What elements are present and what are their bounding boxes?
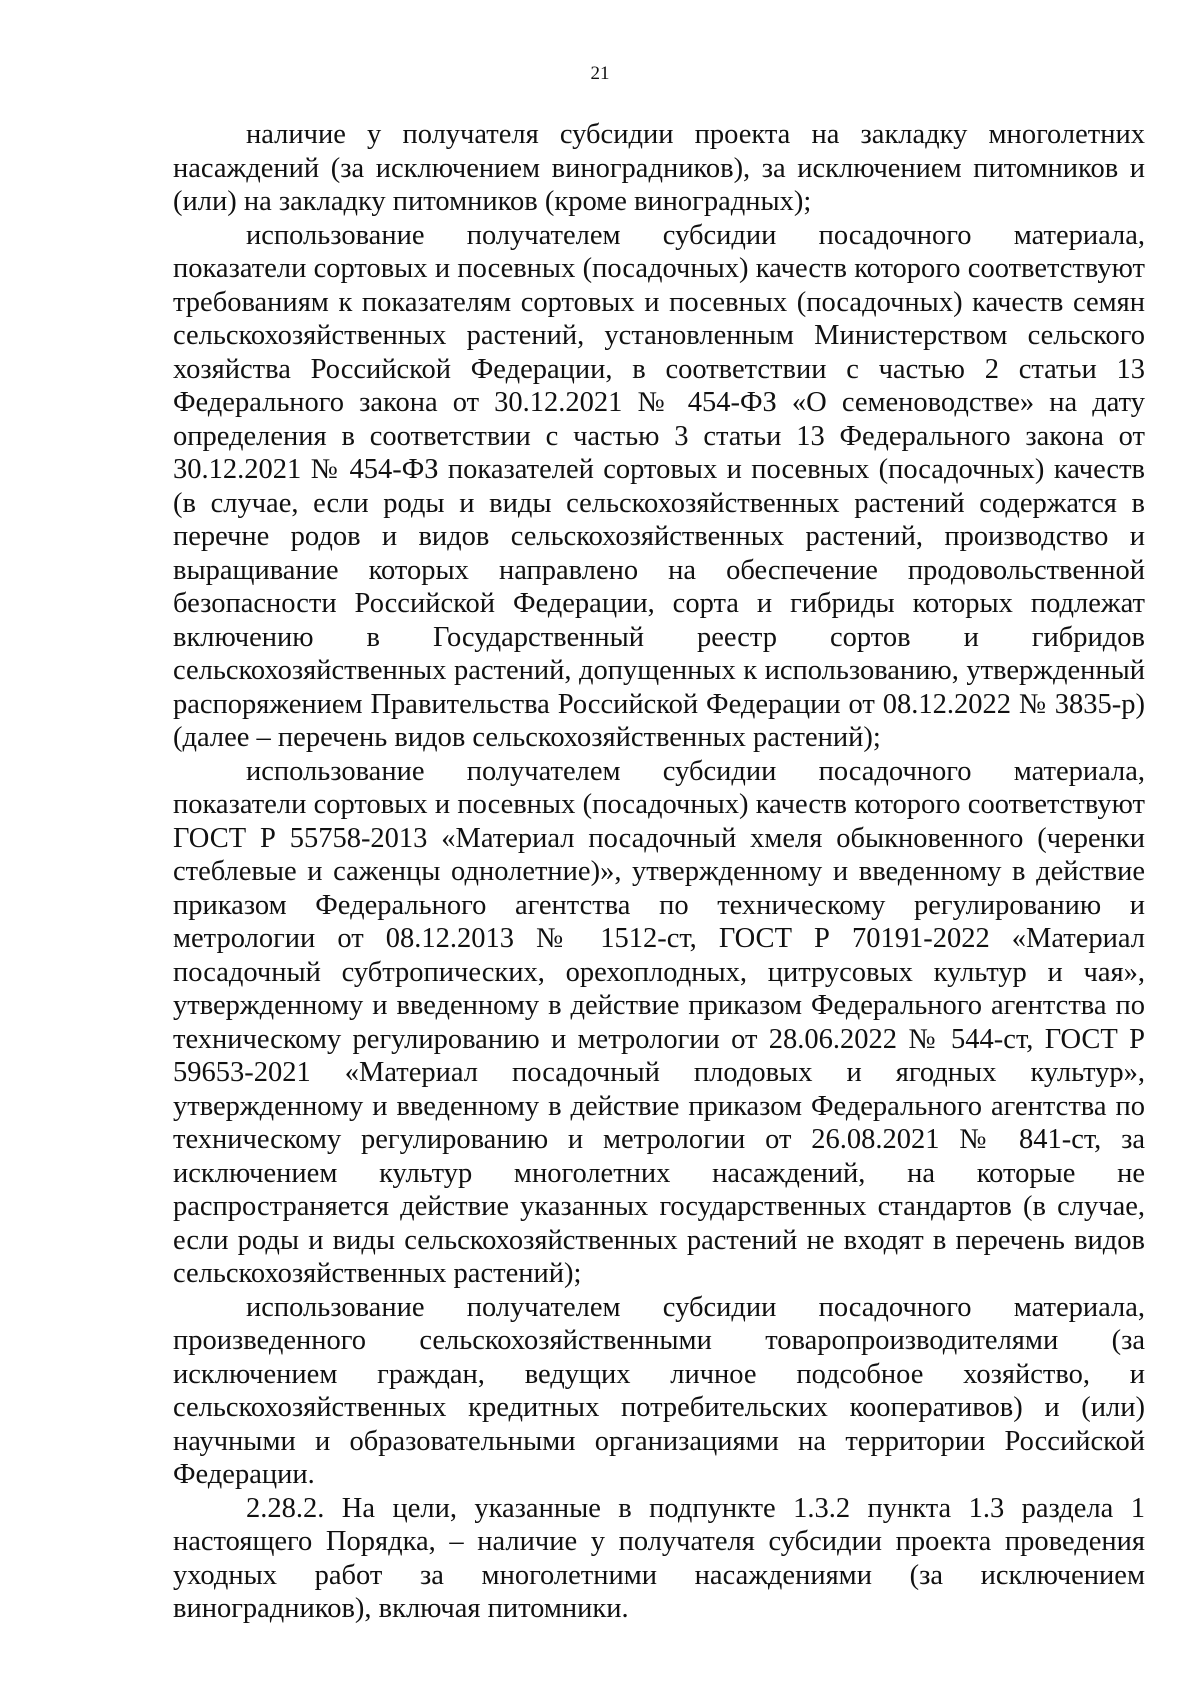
- paragraph-domestic-planting-material: использование получателем субсидии посадочного материала, произведенного сельскохозяйственными товаропроизводителями (за исключением граждан, ведущих личное подсобное хозяйство, и сельскохозяйственных кредитных потребительских кооперативов) и (или) научными и образовательными организациями на территории Российской Федерации.: [173, 1291, 1145, 1490]
- paragraph-seed-quality-requirements: использование получателем субсидии посадочного материала, показатели сортовых и посевных (посадочных) качеств которого соответствуют требованиям к показателям сортовых и посевных (посадочных) качеств семян сельскохозяйственных растений, установленным Министерством сельского хозяйства Российской Федерации, в соответствии с частью 2 статьи 13 Федерального закона от 30.12.2021 № 454-ФЗ «О семеноводстве» на дату определения в соответствии с частью 3 статьи 13 Федерального закона от 30.12.2021 № 454-ФЗ показателей сортовых и посевных (посадочных) качеств (в случае, если роды и виды сельскохозяйственных растений содержатся в перечне родов и видов сельскохозяйственных растений, производство и выращивание которых направлено на обеспечение продовольственной безопасности Российской Федерации, сорта и гибриды которых подлежат включению в Государственный реестр сортов и гибридов сельскохозяйственных растений, допущенных к использованию, утвержденный распоряжением Правительства Российской Федерации от 08.12.2022 № 3835-р) (далее – перечень видов сельскохозяйственных растений);: [173, 219, 1145, 753]
- document-body: [173, 118, 1145, 1626]
- paragraph-section-2-28-2: 2.28.2. На цели, указанные в подпункте 1.3.2 пункта 1.3 раздела 1 настоящего Порядка, – наличие у получателя субсидии проекта проведения уходных работ за многолетними насаждениями (за исключением виноградников), включая питомники.: [173, 1492, 1145, 1624]
- page-number: 21: [590, 63, 610, 84]
- paragraph-planting-project: наличие у получателя субсидии проекта на закладку многолетних насаждений (за исключением виноградников), за исключением питомников и (или) на закладку питомников (кроме виноградных);: [173, 119, 1145, 217]
- paragraph-gost-standards: использование получателем субсидии посадочного материала, показатели сортовых и посевных (посадочных) качеств которого соответствуют ГОСТ Р 55758-2013 «Материал посадочный хмеля обыкновенного (черенки стеблевые и саженцы однолетние)», утвержденному и введенному в действие приказом Федерального агентства по техническому регулированию и метрологии от 08.12.2013 № 1512-ст, ГОСТ Р 70191-2022 «Материал посадочный субтропических, орехоплодных, цитрусовых культур и чая», утвержденному и введенному в действие приказом Федерального агентства по техническому регулированию и метрологии от 28.06.2022 № 544-ст, ГОСТ Р 59653-2021 «Материал посадочный плодовых и ягодных культур», утвержденному и введенному в действие приказом Федерального агентства по техническому регулированию и метрологии от 26.08.2021 № 841-ст, за исключением культур многолетних насаждений, на которые не распространяется действие указанных государственных стандартов (в случае, если роды и виды сельскохозяйственных растений не входят в перечень видов сельскохозяйственных растений);: [173, 755, 1145, 1289]
